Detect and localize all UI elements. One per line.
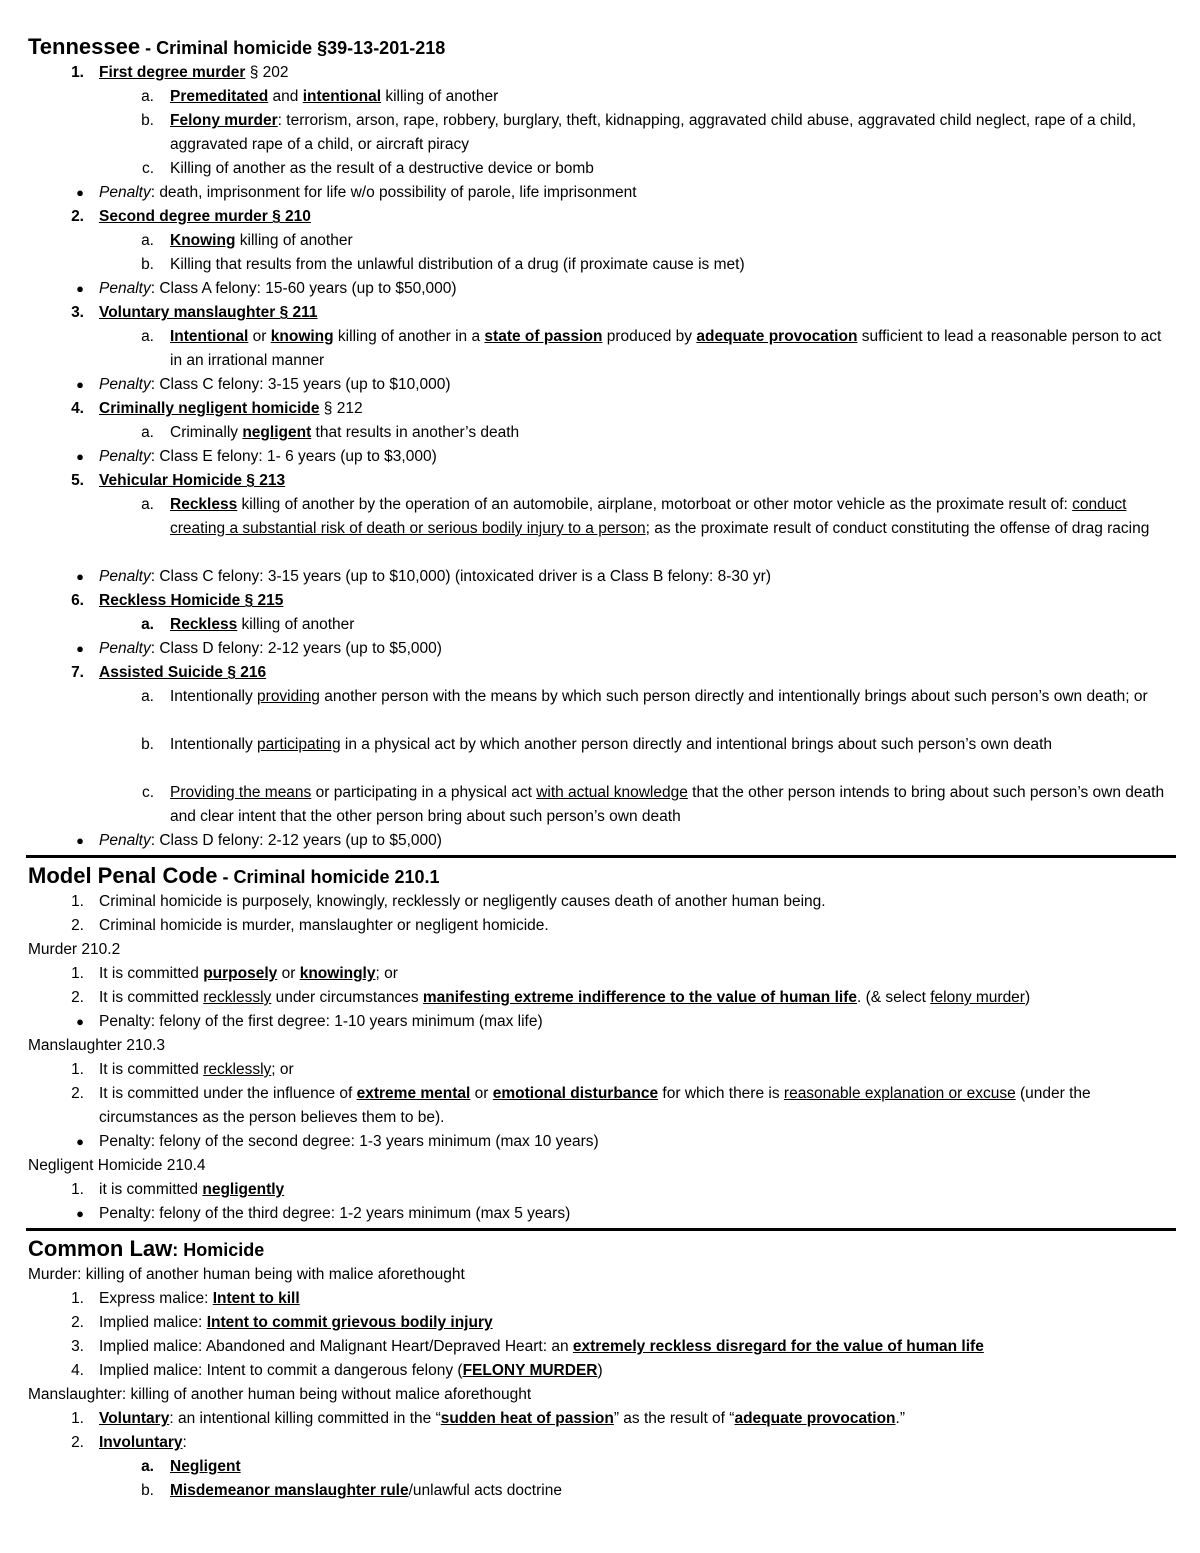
list-item: b. Killing that results from the unlawful distribution of a drug (if proximate cause is met) [141, 256, 745, 273]
mpc-title: Model Penal Code [28, 863, 218, 888]
penalty-item: ● Penalty: Class D felony: 2-12 years (up to $5,000) [28, 637, 1174, 661]
list-item: a. Reckless killing of another by the operation of an automobile, airplane, motorboat or other motor vehicle as the proximate result of: conduct creating a substantial risk of death or serious bodily injury to a person; as the proximate result of conduct constituting the offense of drag racing [141, 496, 1150, 537]
tennessee-title: Tennessee [28, 34, 141, 59]
tennessee-heading: Tennessee - Criminal homicide §39-13-201-218 [28, 34, 446, 59]
list-item: b. Misdemeanor manslaughter rule/unlawful acts doctrine [141, 1482, 562, 1499]
list-item: 2. Involuntary: [71, 1434, 187, 1451]
list-item: 1. Criminal homicide is purposely, knowingly, recklessly or negligently causes death of another human being. [71, 893, 826, 910]
list-item: c. Providing the means or participating in a physical act with actual knowledge that the other person intends to bring about such person’s own death and clear intent that the other person bring about such person’s own death [141, 784, 1165, 825]
list-item: 4. Implied malice: Intent to commit a dangerous felony (FELONY MURDER) [71, 1362, 603, 1379]
list-item: 2. Second degree murder § 210 [71, 208, 311, 225]
list-item: b. Felony murder: terrorism, arson, rape, robbery, burglary, theft, kidnapping, aggravated child abuse, aggravated child neglect, rape of a child, aggravated rape of a child, or aircraft piracy [141, 112, 1137, 153]
list-item: a. Criminally negligent that results in another’s death [141, 424, 520, 441]
common-law-subtitle: Homicide [183, 1240, 265, 1260]
bullet-icon: ● [76, 641, 84, 656]
bullet-icon: ● [76, 1206, 84, 1221]
section-divider [26, 855, 1176, 858]
mpc-heading: Model Penal Code - Criminal homicide 210.1 [28, 863, 440, 888]
penalty-item: ● Penalty: Class E felony: 1- 6 years (up to $3,000) [28, 445, 1174, 469]
bullet-icon: ● [76, 281, 84, 296]
bullet-icon: ● [76, 1134, 84, 1149]
penalty-item: ● Penalty: Class D felony: 2-12 years (up to $5,000) [28, 829, 1174, 853]
list-item: a. Intentional or knowing killing of another in a state of passion produced by adequate provocation sufficient to lead a reasonable person to act in an irrational manner [141, 328, 1162, 369]
penalty-item: ● Penalty: death, imprisonment for life w/o possibility of parole, life imprisonment [28, 181, 1174, 205]
bullet-icon: ● [76, 185, 84, 200]
bullet-icon: ● [76, 1014, 84, 1029]
list-item: a. Knowing killing of another [141, 232, 353, 249]
list-item: 3. Implied malice: Abandoned and Malignant Heart/Depraved Heart: an extremely reckless disregard for the value of human life [71, 1338, 984, 1355]
list-item: 1. Voluntary: an intentional killing committed in the “sudden heat of passion” as the result of “adequate provocation.” [71, 1410, 905, 1427]
penalty-item: ● Penalty: Class C felony: 3-15 years (up to $10,000) [28, 373, 1174, 397]
list-item: 6. Reckless Homicide § 215 [71, 592, 284, 609]
list-item: 2. Implied malice: Intent to commit grievous bodily injury [71, 1314, 493, 1331]
bullet-icon: ● [76, 377, 84, 392]
common-law-heading: Common Law: Homicide [28, 1236, 265, 1261]
bullet-icon: ● [76, 833, 84, 848]
list-item: 1. It is committed recklessly; or [71, 1061, 294, 1078]
list-item: 7. Assisted Suicide § 216 [71, 664, 267, 681]
list-item: a. Negligent [141, 1458, 241, 1475]
list-item: 2. It is committed recklessly under circumstances manifesting extreme indifference to the value of human life. (& select felony murder) [71, 989, 1031, 1006]
list-item: a. Premeditated and intentional killing of another [141, 88, 499, 105]
mpc-subtitle: Criminal homicide 210.1 [233, 867, 440, 887]
penalty-item: ● Penalty: Class C felony: 3-15 years (up to $10,000) (intoxicated driver is a Class B felony: 8-30 yr) [28, 565, 1174, 589]
list-item: c. Killing of another as the result of a destructive device or bomb [141, 160, 594, 177]
document-page [28, 33, 1174, 1503]
list-item: 2. Criminal homicide is murder, manslaughter or negligent homicide. [71, 917, 549, 934]
section-divider [26, 1228, 1176, 1231]
list-item: 1. First degree murder § 202 [71, 64, 289, 81]
list-item: 1. It is committed purposely or knowingly; or [71, 965, 398, 982]
penalty-item: ● Penalty: Class A felony: 15-60 years (up to $50,000) [28, 277, 1174, 301]
list-item: 1. Express malice: Intent to kill [71, 1290, 300, 1307]
mpc-negligent-heading: Negligent Homicide 210.4 [28, 1157, 206, 1174]
list-item: a. Intentionally providing another person with the means by which such person directly and intentionally brings about such person’s own death; or [141, 688, 1148, 705]
cl-manslaughter-def: Manslaughter: killing of another human being without malice aforethought [28, 1386, 532, 1403]
cl-murder-def: Murder: killing of another human being with malice aforethought [28, 1266, 465, 1283]
mpc-murder-heading: Murder 210.2 [28, 941, 121, 958]
bullet-icon: ● [76, 449, 84, 464]
list-item: 2. It is committed under the influence of extreme mental or emotional disturbance for which there is reasonable explanation or excuse (under the circumstances as the person believes them to be). [71, 1085, 1091, 1126]
list-item: a. Reckless killing of another [141, 616, 355, 633]
list-item: 4. Criminally negligent homicide § 212 [71, 400, 363, 417]
list-item: b. Intentionally participating in a physical act by which another person directly and intentional brings about such person’s own death [141, 736, 1053, 753]
list-item: 3. Voluntary manslaughter § 211 [71, 304, 318, 321]
tennessee-subtitle: Criminal homicide §39-13-201-218 [156, 38, 446, 58]
bullet-icon: ● [76, 569, 84, 584]
list-item: 1. it is committed negligently [71, 1181, 285, 1198]
penalty-item: ● Penalty: felony of the first degree: 1-10 years minimum (max life) [28, 1010, 1174, 1034]
list-item: 5. Vehicular Homicide § 213 [71, 472, 286, 489]
common-law-title: Common Law [28, 1236, 173, 1261]
penalty-item: ● Penalty: felony of the second degree: 1-3 years minimum (max 10 years) [28, 1130, 1174, 1154]
mpc-manslaughter-heading: Manslaughter 210.3 [28, 1037, 166, 1054]
penalty-item: ● Penalty: felony of the third degree: 1-2 years minimum (max 5 years) [28, 1202, 1174, 1226]
